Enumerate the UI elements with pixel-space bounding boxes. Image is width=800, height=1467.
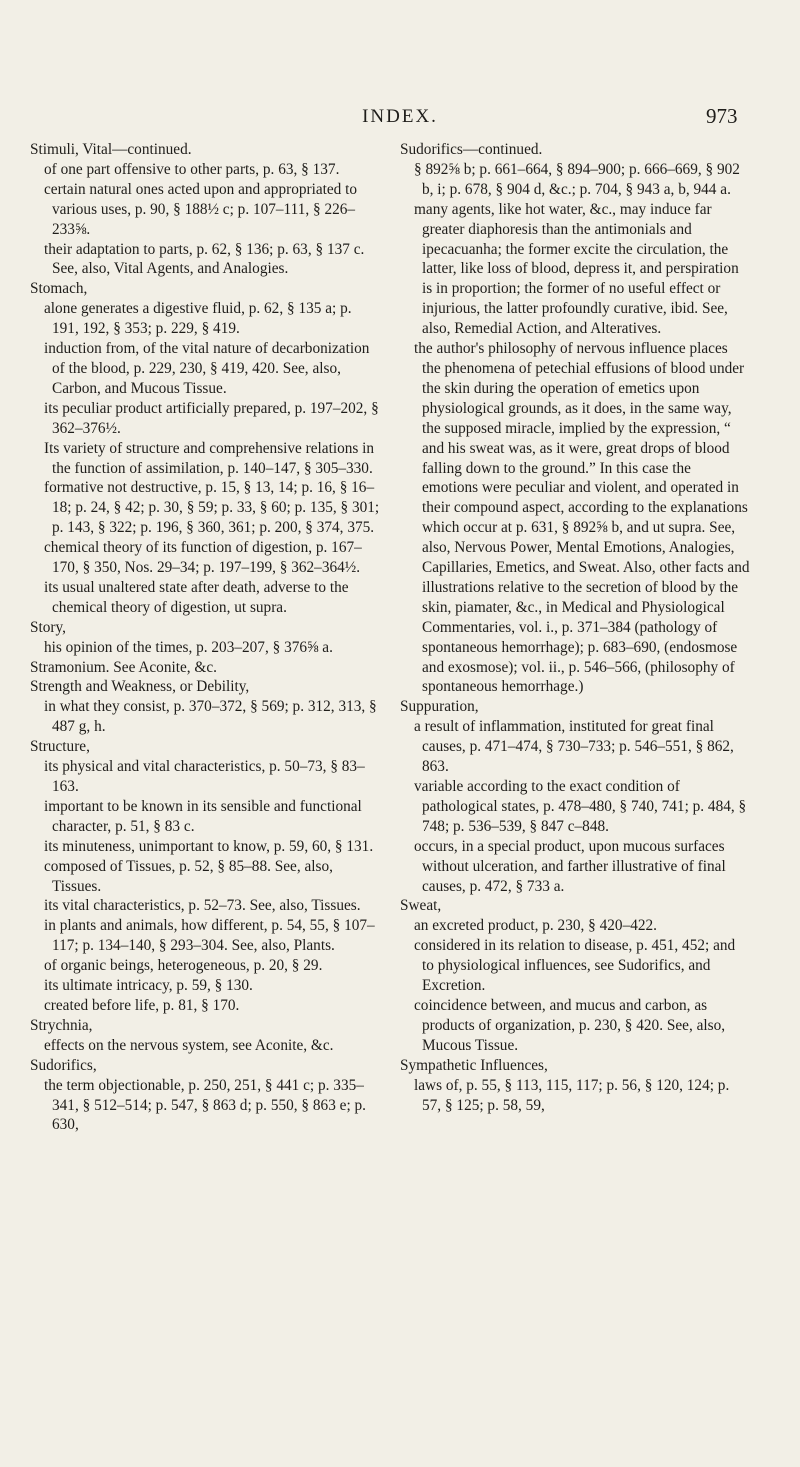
index-subentry: § 892⅝ b; p. 661–664, § 894–900; p. 666–669, § 902 b, i; p. 678, § 904 d, &c.; p. 704, § 943 a, b, 944 a.: [414, 160, 740, 198]
index-subentry: its ultimate intricacy, p. 59, § 130.: [44, 977, 253, 995]
index-heading: Stomach,: [30, 280, 88, 298]
index-subentry: its minuteness, unimportant to know, p. 59, 60, § 131.: [44, 837, 374, 855]
index-subentry: certain natural ones acted upon and appropriated to various uses, p. 90, § 188½ c; p. 107–111, § 226–233⅝.: [44, 180, 358, 238]
page-number: 973: [706, 104, 738, 128]
index-heading: Sudorifics—continued.: [400, 141, 543, 158]
index-subentry: its vital characteristics, p. 52–73. See, also, Tissues.: [44, 897, 361, 915]
index-heading: Story,: [30, 618, 66, 636]
index-subentry: variable according to the exact condition of pathological states, p. 478–480, § 740, 741; p. 484, § 748; p. 536–539, § 847 c–848.: [414, 778, 747, 835]
index-subentry: important to be known in its sensible and functional character, p. 51, § 83 c.: [44, 797, 362, 835]
index-subentry: an excreted product, p. 230, § 420–422.: [414, 917, 657, 935]
running-title: INDEX.: [362, 106, 438, 127]
index-heading: Sudorifics,: [30, 1056, 97, 1074]
index-subentry: considered in its relation to disease, p. 451, 452; and to physiological influences, see Sudorifics, and Excretion.: [414, 937, 736, 995]
index-subentry: effects on the nervous system, see Aconite, &c.: [44, 1036, 334, 1054]
index-heading: Strychnia,: [30, 1016, 93, 1034]
index-subentry: of organic beings, heterogeneous, p. 20, § 29.: [44, 957, 323, 975]
index-subentry: alone generates a digestive fluid, p. 62, § 135 a; p. 191, 192, § 353; p. 229, § 419.: [44, 300, 352, 338]
index-subentry: in what they consist, p. 370–372, § 569; p. 312, 313, § 487 g, h.: [44, 698, 377, 736]
index-heading: Sympathetic Influences,: [400, 1056, 548, 1074]
index-subentry: created before life, p. 81, § 170.: [44, 996, 240, 1014]
index-heading: Stramonium. See Aconite, &c.: [30, 658, 217, 676]
index-heading: Suppuration,: [400, 698, 479, 716]
index-subentry: the author's philosophy of nervous influence places the phenomena of petechial effusions of blood under the skin during the operation of emetics upon physiological grounds, as it does, in the same way, the supposed miracle, implied by the expression, “ and his sweat was, as it were, great drops of blood falling down to the ground.” In this case the emotions were peculiar and violent, and operated in their compound aspect, according to the explanations which occur at p. 631, § 892⅝ b, and ut supra. See, also, Nervous Power, Mental Emotions, Analogies, Capillaries, Emetics, and Sweat. Also, other facts and illustrations relative to the secretion of blood by the skin, piamater, &c., in Medical and Physiological Commentaries, vol. i., p. 371–384 (pathology of spontaneous hemorrhage); p. 683–690, (endosmose and exosmose); vol. ii., p. 546–566, (philosophy of spontaneous hemorrhage.): [414, 340, 750, 696]
index-subentry: formative not destructive, p. 15, § 13, 14; p. 16, § 16–18; p. 24, § 42; p. 30, § 59; p. 33, § 60; p. 135, § 301; p. 143, § 322; p. 196, § 360, 361; p. 200, § 374, 375.: [44, 479, 380, 537]
index-subentry: induction from, of the vital nature of decarbonization of the blood, p. 229, 230, § 419, 420. See, also, Carbon, and Mucous Tissue.: [44, 340, 370, 397]
index-heading: Stimuli, Vital—continued.: [30, 141, 192, 158]
index-subentry: its physical and vital characteristics, p. 50–73, § 83–163.: [44, 758, 365, 795]
index-subentry: in plants and animals, how different, p. 54, 55, § 107–117; p. 134–140, § 293–304. See, also, Plants.: [44, 917, 375, 955]
index-heading: Strength and Weakness, or Debility,: [30, 678, 250, 696]
index-heading: Sweat,: [400, 897, 442, 915]
index-subentry: their adaptation to parts, p. 62, § 136; p. 63, § 137 c. See, also, Vital Agents, and Analogies.: [44, 240, 365, 278]
index-subentry: a result of inflammation, instituted for great final causes, p. 471–474, § 730–733; p. 546–551, § 862, 863.: [414, 718, 734, 776]
index-subentry: chemical theory of its function of digestion, p. 167–170, § 350, Nos. 29–34; p. 197–199, § 362–364½.: [44, 539, 362, 577]
index-subentry: many agents, like hot water, &c., may induce far greater diaphoresis than the antimonials and ipecacuanha; the former excite the circulation, the latter, like loss of blood, depress it, and perspiration is in proportion; the former of no useful effect or injurious, the latter profoundly curative, ibid. See, also, Remedial Action, and Alteratives.: [414, 200, 739, 338]
page-header: [0, 0, 800, 135]
index-subentry: Its variety of structure and comprehensive relations in the function of assimilation, p. 140–147, § 305–330.: [44, 439, 375, 477]
index-subentry: his opinion of the times, p. 203–207, § 376⅝ a.: [44, 638, 333, 656]
index-subentry: composed of Tissues, p. 52, § 85–88. See, also, Tissues.: [44, 857, 333, 895]
index-subentry: its usual unaltered state after death, adverse to the chemical theory of digestion, ut supra.: [44, 578, 349, 616]
right-column: [400, 140, 750, 1115]
index-subentry: laws of, p. 55, § 113, 115, 117; p. 56, § 120, 124; p. 57, § 125; p. 58, 59,: [414, 1076, 730, 1114]
index-subentry: of one part offensive to other parts, p. 63, § 137.: [44, 160, 340, 178]
index-subentry: its peculiar product artificially prepared, p. 197–202, § 362–376½.: [44, 399, 379, 437]
index-heading: Structure,: [30, 738, 90, 756]
index-subentry: the term objectionable, p. 250, 251, § 441 c; p. 335–341, § 512–514; p. 547, § 863 d; p. 550, § 863 e; p. 630,: [44, 1076, 367, 1134]
index-subentry: occurs, in a special product, upon mucous surfaces without ulceration, and farther illustrative of final causes, p. 472, § 733 a.: [414, 837, 726, 895]
index-subentry: coincidence between, and mucus and carbon, as products of organization, p. 230, § 420. See, also, Mucous Tissue.: [414, 996, 726, 1054]
left-column: [30, 140, 380, 1135]
